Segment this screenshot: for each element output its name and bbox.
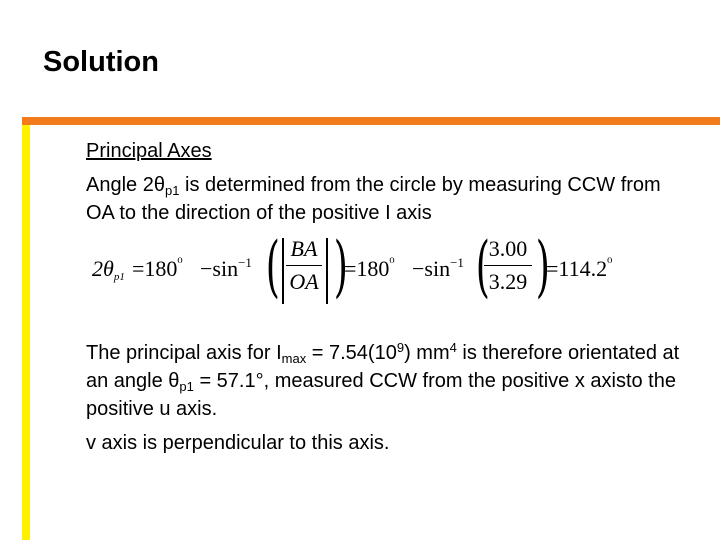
subscript: p1 bbox=[164, 183, 180, 198]
eq-minus-sin-second: $-\sin^{-1}$ bbox=[412, 255, 464, 281]
eq-lhs: $2\theta_{p1}$ bbox=[92, 256, 125, 283]
paragraph-principal-axis bbox=[86, 339, 706, 423]
fraction-3.00-3.29 bbox=[484, 236, 532, 295]
text-run: ) mm bbox=[404, 342, 450, 364]
text-run: The principal axis for I bbox=[86, 342, 282, 364]
slide-title: Solution bbox=[43, 46, 159, 78]
superscript: 4 bbox=[449, 340, 457, 355]
text-run: is determined from the circle by measuring CCW from OA to the direction of the positive I axis bbox=[86, 174, 661, 224]
text-run: is therefore orientated at an angle θ bbox=[86, 342, 680, 392]
fraction-numerator: 3.00 bbox=[484, 236, 532, 266]
right-paren-icon: ) bbox=[535, 228, 550, 305]
eq-result: $=114.2^{^0}$ bbox=[546, 255, 613, 281]
right-paren-icon: ) bbox=[333, 228, 348, 305]
abs-bar-left bbox=[282, 238, 284, 304]
text-run: = 7.54(10 bbox=[306, 342, 397, 364]
title-divider bbox=[22, 117, 720, 125]
subscript: p1 bbox=[179, 379, 194, 394]
left-paren-icon: ( bbox=[265, 228, 280, 305]
left-paren-icon: ( bbox=[475, 228, 490, 305]
eq-equals-180: $=180^{^0}$ bbox=[132, 255, 183, 281]
eq-minus-sin: $-\sin^{-1}$ bbox=[200, 255, 252, 281]
paragraph-angle-description bbox=[86, 171, 686, 227]
fraction-denominator: OA bbox=[289, 269, 319, 294]
fraction-denominator: 3.29 bbox=[488, 269, 528, 294]
paragraph-v-axis: v axis is perpendicular to this axis. bbox=[86, 432, 390, 454]
fraction-numerator: BA bbox=[286, 236, 322, 266]
text-run: = 57.1°, measured CCW from the positive x axisto the positive u axis. bbox=[86, 370, 676, 420]
abs-bar-right bbox=[326, 238, 328, 304]
fraction-ba-oa bbox=[286, 236, 322, 295]
superscript: 9 bbox=[396, 340, 405, 355]
text-run: Angle 2θ bbox=[86, 174, 165, 196]
side-accent-bar bbox=[22, 125, 30, 540]
subscript: max bbox=[281, 351, 307, 366]
eq-equals-180-second: $=180^{^0}$ bbox=[344, 255, 395, 281]
section-heading: Principal Axes bbox=[86, 140, 212, 162]
angle-equation bbox=[92, 228, 632, 310]
